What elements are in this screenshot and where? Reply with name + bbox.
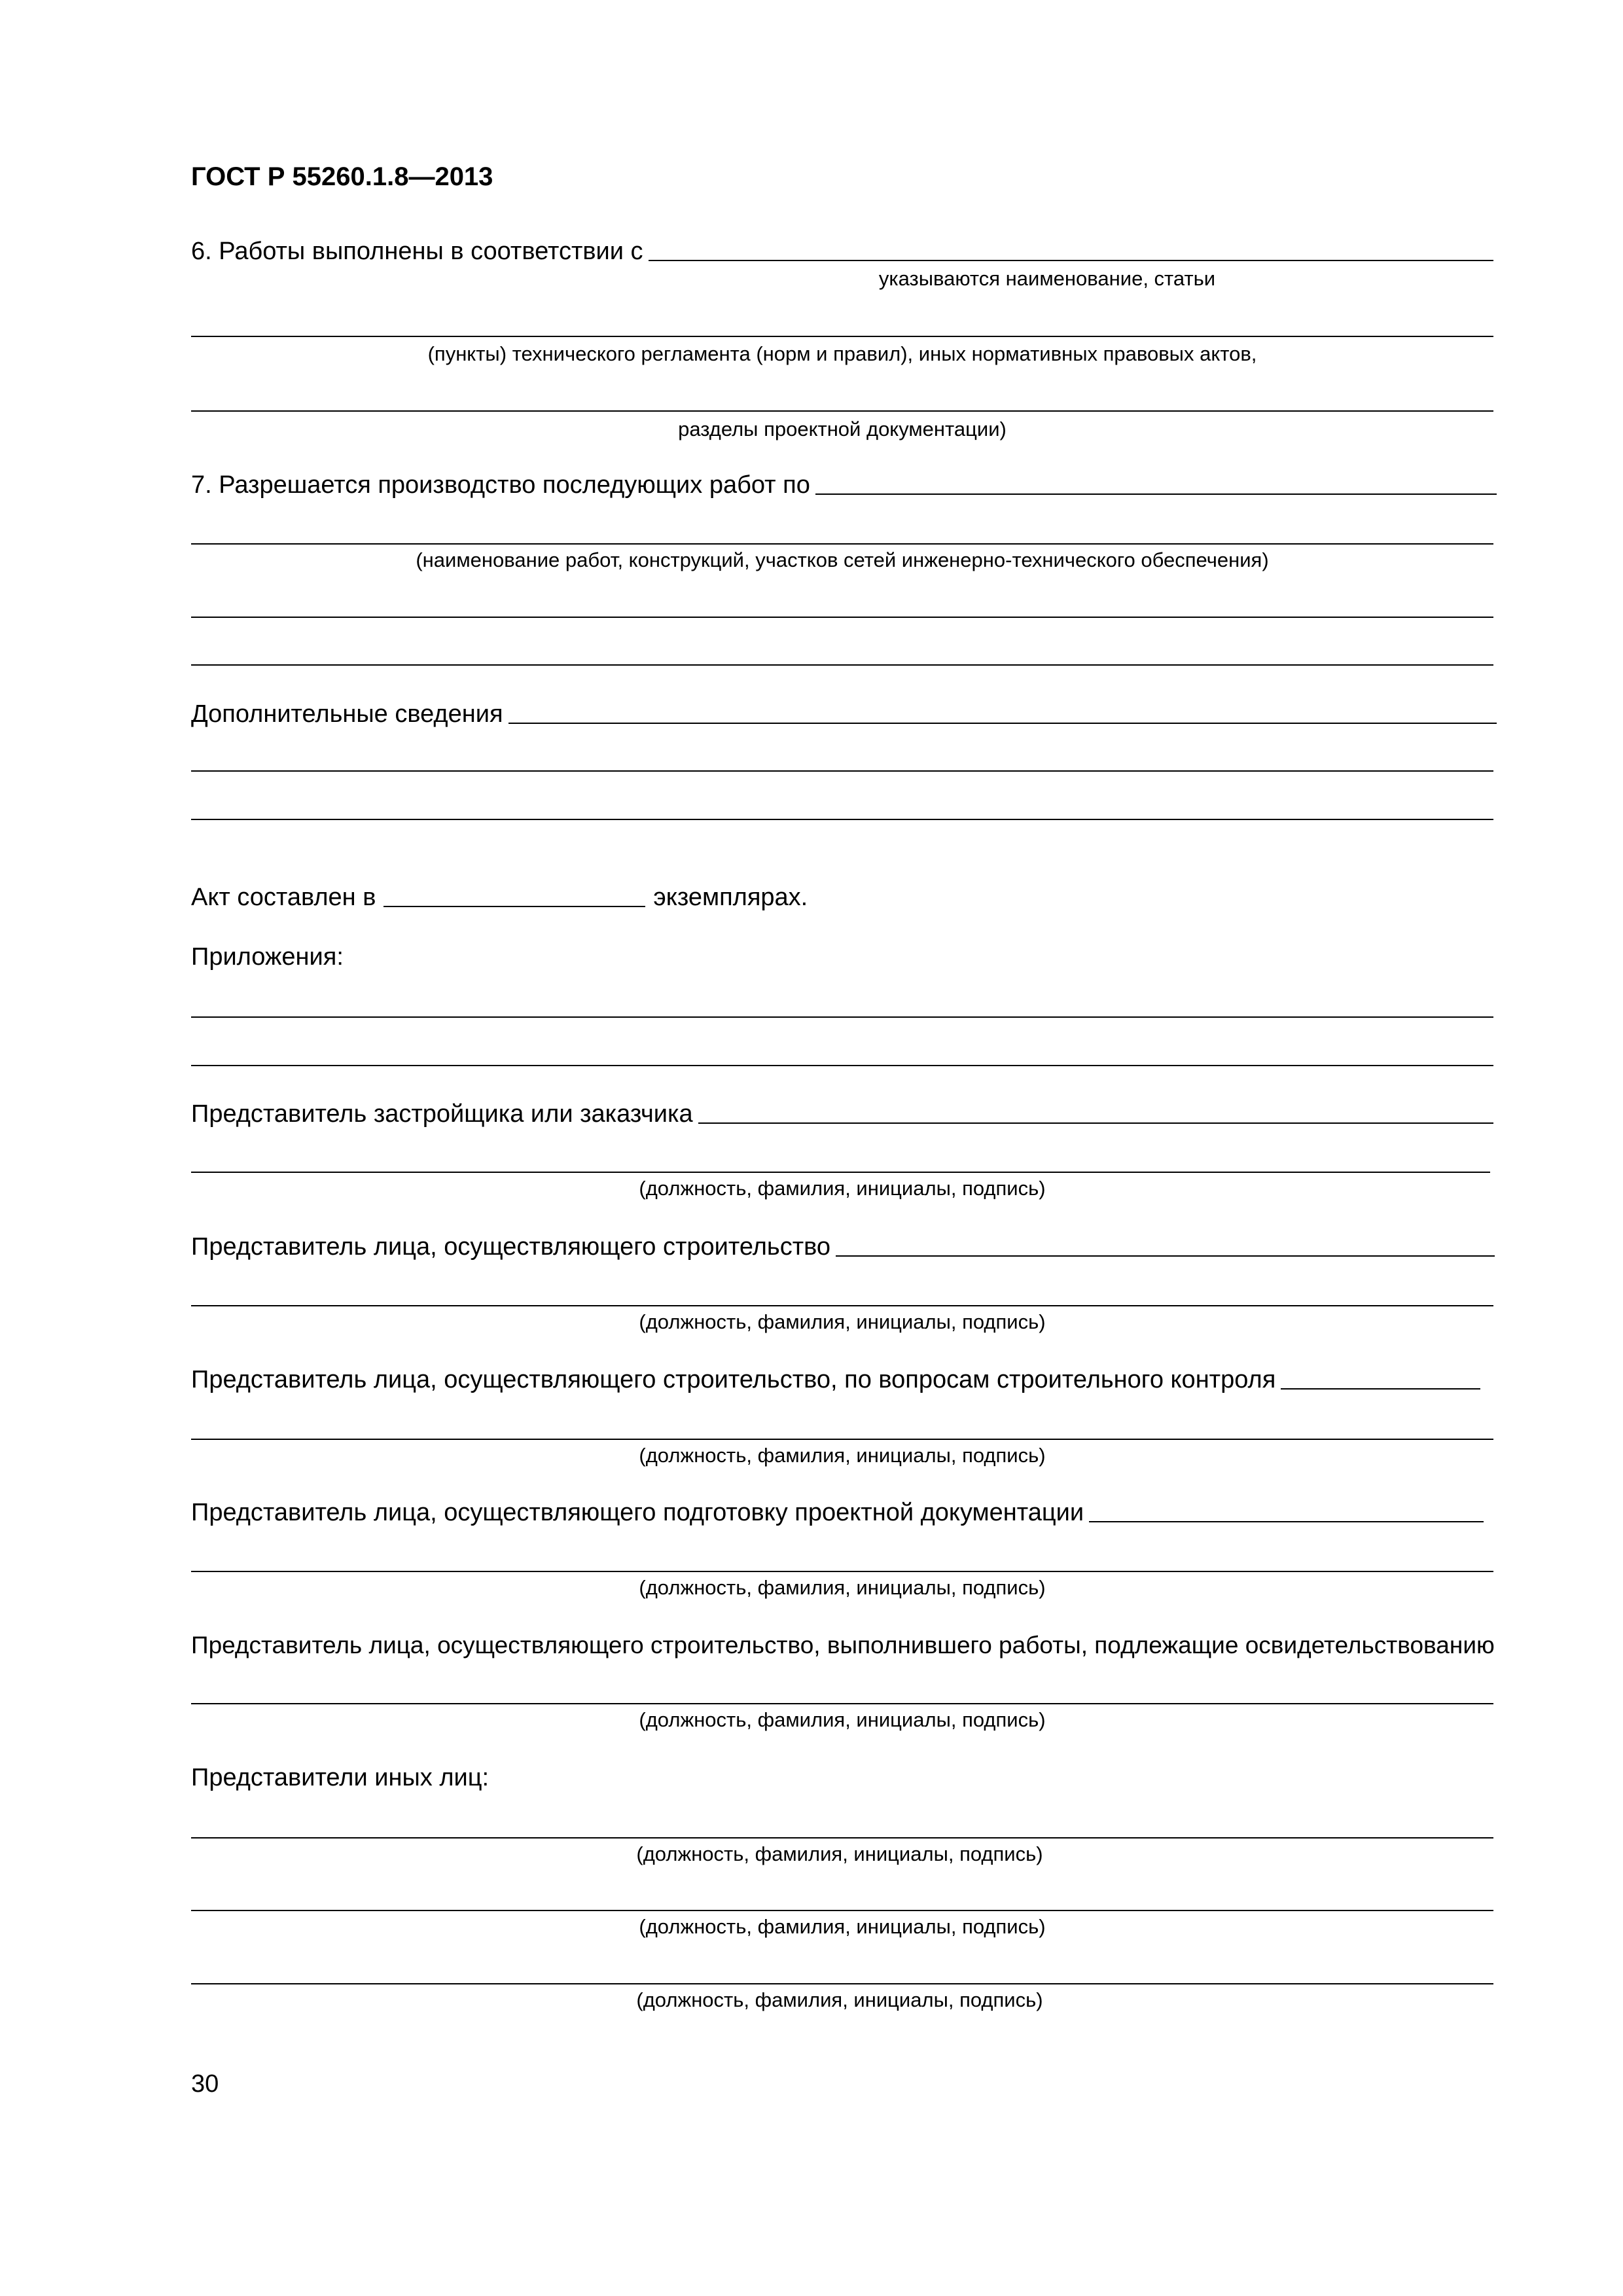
section-6-line-3[interactable]: [191, 410, 1493, 412]
section-7-caption-1: (наименование работ, конструкций, участков сетей инженерно-технического обеспечения): [416, 548, 1269, 571]
performer-rep-caption: (должность, фамилия, инициалы, подпись): [639, 1708, 1046, 1731]
builder-control-rep-signature-line[interactable]: [191, 1439, 1493, 1440]
others-rep-caption-1: (должность, фамилия, инициалы, подпись): [636, 1842, 1043, 1865]
copies-row: [191, 885, 808, 910]
section-6-line-2[interactable]: [191, 336, 1493, 337]
section-6-label: 6. Работы выполнены в соответствии с: [191, 238, 643, 265]
designer-rep-input-line[interactable]: [1089, 1521, 1484, 1522]
others-rep-signature-line-3[interactable]: [191, 1983, 1493, 1984]
section-6-input-line[interactable]: [649, 260, 1493, 261]
section-6-caption-2: (пункты) технического регламента (норм и правил), иных нормативных правовых актов,: [427, 342, 1257, 365]
copies-prefix: Акт составлен в: [191, 884, 376, 911]
designer-rep: [191, 1500, 1484, 1525]
builder-rep-input-line[interactable]: [836, 1255, 1495, 1257]
builder-control-rep-input-line[interactable]: [1281, 1388, 1480, 1390]
builder-rep-signature-line[interactable]: [191, 1305, 1493, 1306]
performer-rep-signature-line[interactable]: [191, 1703, 1493, 1704]
attachments-line-2[interactable]: [191, 1065, 1493, 1066]
attachments-label: Приложения:: [191, 943, 344, 971]
section-7-input-line[interactable]: [815, 493, 1497, 495]
builder-control-rep: [191, 1367, 1480, 1392]
developer-rep-label: Представитель застройщика или заказчика: [191, 1100, 693, 1128]
others-rep-label: Представители иных лиц:: [191, 1764, 490, 1791]
developer-rep: [191, 1102, 1493, 1126]
designer-rep-signature-line[interactable]: [191, 1571, 1493, 1572]
section-6: [191, 239, 1493, 264]
performer-rep-label: Представитель лица, осуществляющего строительство, выполнившего работы, подлежащие освидетельствованию: [191, 1632, 1495, 1659]
copies-count-input[interactable]: [383, 906, 645, 907]
others-rep-signature-line-2[interactable]: [191, 1910, 1493, 1911]
others-rep-caption-3: (должность, фамилия, инициалы, подпись): [636, 1988, 1043, 2011]
others-rep-signature-line-1[interactable]: [191, 1837, 1493, 1839]
section-6-caption-3: разделы проектной документации): [678, 418, 1007, 440]
developer-rep-input-line[interactable]: [698, 1122, 1493, 1124]
others-rep-caption-2: (должность, фамилия, инициалы, подпись): [639, 1915, 1046, 1938]
additional-info-label: Дополнительные сведения: [191, 700, 503, 728]
developer-rep-signature-line[interactable]: [191, 1172, 1490, 1173]
builder-control-rep-caption: (должность, фамилия, инициалы, подпись): [639, 1444, 1046, 1467]
builder-rep-label: Представитель лица, осуществляющего строительство: [191, 1233, 831, 1261]
section-7-line-4[interactable]: [191, 664, 1493, 666]
attachments-line-1[interactable]: [191, 1016, 1493, 1018]
additional-info: [191, 702, 1497, 726]
additional-info-line-2[interactable]: [191, 770, 1493, 772]
designer-rep-caption: (должность, фамилия, инициалы, подпись): [639, 1576, 1046, 1599]
developer-rep-caption: (должность, фамилия, инициалы, подпись): [639, 1177, 1046, 1200]
additional-info-line-3[interactable]: [191, 819, 1493, 820]
builder-control-rep-label: Представитель лица, осуществляющего строительство, по вопросам строительного контроля: [191, 1366, 1276, 1393]
builder-rep-caption: (должность, фамилия, инициалы, подпись): [639, 1310, 1046, 1333]
page-number: 30: [191, 2070, 219, 2098]
additional-info-input-line[interactable]: [508, 723, 1497, 724]
copies-suffix: экземплярах.: [653, 884, 808, 911]
document-header: ГОСТ Р 55260.1.8—2013: [191, 162, 493, 191]
section-7-label: 7. Разрешается производство последующих работ по: [191, 471, 810, 499]
section-7-line-2[interactable]: [191, 543, 1493, 545]
section-6-caption-1: указываются наименование, статьи: [878, 267, 1216, 290]
builder-rep: [191, 1234, 1495, 1259]
designer-rep-label: Представитель лица, осуществляющего подготовку проектной документации: [191, 1499, 1084, 1526]
section-7-line-3[interactable]: [191, 617, 1493, 618]
section-7: [191, 473, 1497, 497]
